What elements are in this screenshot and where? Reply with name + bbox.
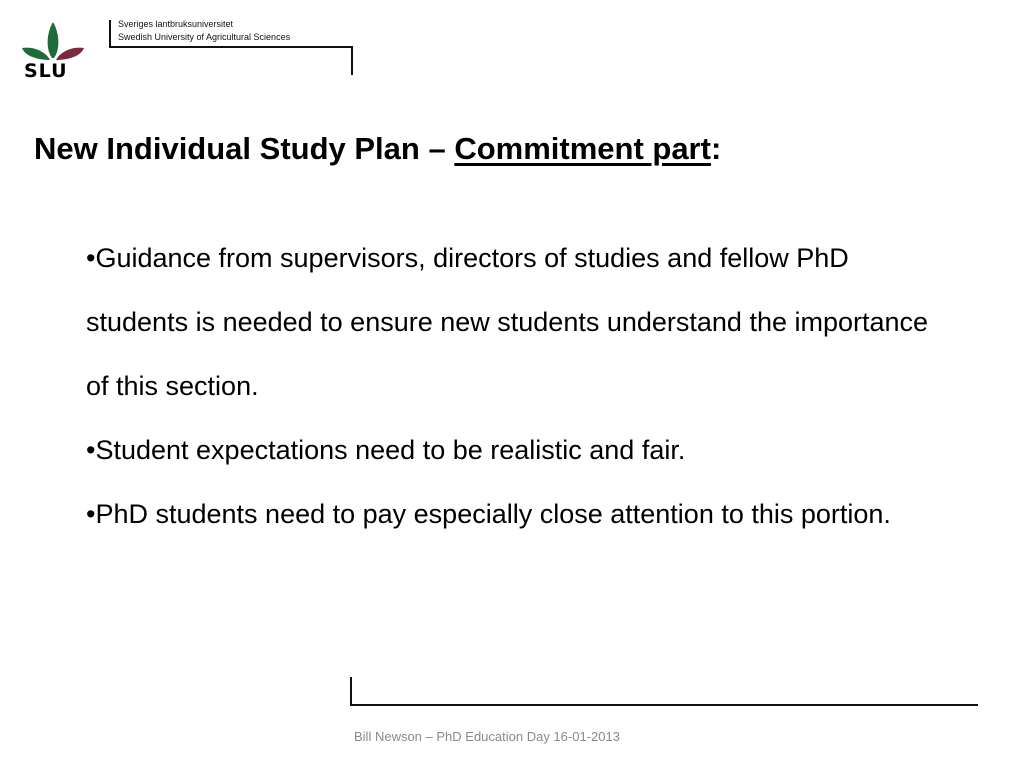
title-prefix: New Individual Study Plan –	[34, 131, 455, 166]
title-underlined: Commitment part	[454, 131, 711, 166]
footer-bracket	[350, 677, 978, 707]
slide-title	[34, 131, 721, 167]
university-name-english: Swedish University of Agricultural Sciences	[118, 32, 291, 42]
footer-text: Bill Newson – PhD Education Day 16-01-2013	[354, 729, 620, 744]
bullet-item: •Guidance from supervisors, directors of studies and fellow PhD students is needed to ensure new students understand the importance of this section.	[86, 243, 929, 401]
university-name-swedish: Sveriges lantbruksuniversitet	[118, 19, 234, 29]
title-suffix: :	[710, 131, 722, 166]
bullet-item: •PhD students need to pay especially close attention to this portion.	[86, 499, 891, 529]
bullet-item: •Student expectations need to be realistic and fair.	[86, 435, 686, 465]
bullet-list	[86, 226, 956, 546]
left-leaf-icon	[22, 48, 50, 60]
right-leaf-icon	[56, 48, 84, 60]
center-leaf-icon	[48, 22, 59, 58]
logo-text: SLU	[24, 60, 68, 82]
university-name	[118, 18, 290, 44]
